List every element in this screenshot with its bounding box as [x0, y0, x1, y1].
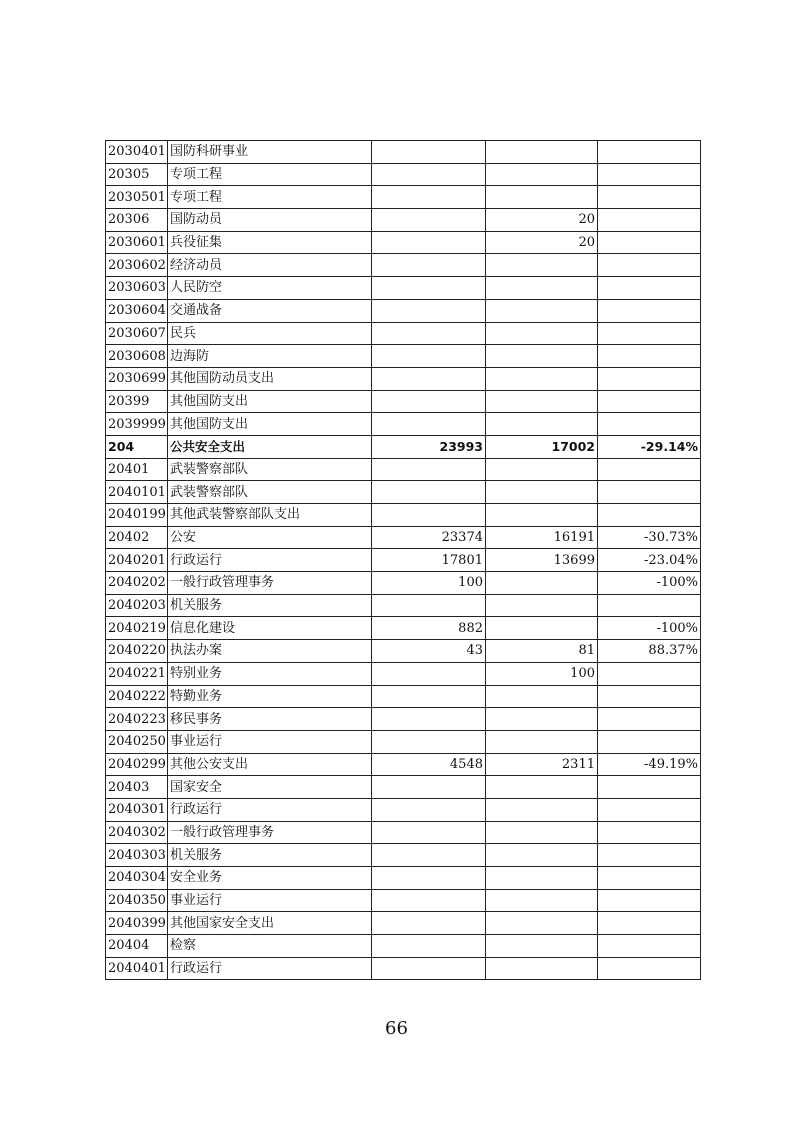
value-cell-3	[598, 594, 701, 617]
table-row	[106, 435, 701, 458]
value-cell-3	[598, 685, 701, 708]
value-cell-1	[372, 912, 486, 935]
value-cell-2	[486, 935, 598, 958]
value-cell-3	[598, 957, 701, 980]
value-cell-2: 17002	[486, 435, 598, 458]
value-cell-2	[486, 889, 598, 912]
name-cell: 行政运行	[168, 549, 372, 572]
value-cell-1	[372, 798, 486, 821]
table-row	[106, 299, 701, 322]
value-cell-2: 2311	[486, 753, 598, 776]
name-cell: 事业运行	[168, 889, 372, 912]
code-cell: 2040222	[106, 685, 168, 708]
value-cell-2	[486, 186, 598, 209]
name-cell: 其他国防支出	[168, 390, 372, 413]
value-cell-2	[486, 572, 598, 595]
value-cell-1	[372, 867, 486, 890]
value-cell-1	[372, 141, 486, 164]
name-cell: 一般行政管理事务	[168, 821, 372, 844]
code-cell: 2040304	[106, 867, 168, 890]
value-cell-3	[598, 186, 701, 209]
table-row	[106, 730, 701, 753]
name-cell: 移民事务	[168, 708, 372, 731]
name-cell: 经济动员	[168, 254, 372, 277]
value-cell-1	[372, 662, 486, 685]
table-row	[106, 776, 701, 799]
value-cell-2	[486, 390, 598, 413]
value-cell-2	[486, 277, 598, 300]
value-cell-1: 17801	[372, 549, 486, 572]
table-row	[106, 867, 701, 890]
code-cell: 2030601	[106, 231, 168, 254]
code-cell: 2030501	[106, 186, 168, 209]
table-row	[106, 753, 701, 776]
code-cell: 2030603	[106, 277, 168, 300]
value-cell-3	[598, 889, 701, 912]
table-row	[106, 209, 701, 232]
value-cell-3	[598, 163, 701, 186]
table-row	[106, 844, 701, 867]
value-cell-3	[598, 231, 701, 254]
code-cell: 20401	[106, 458, 168, 481]
table-row	[106, 889, 701, 912]
code-cell: 2040223	[106, 708, 168, 731]
code-cell: 2040401	[106, 957, 168, 980]
value-cell-1: 43	[372, 640, 486, 663]
table-row	[106, 458, 701, 481]
value-cell-3	[598, 390, 701, 413]
value-cell-2	[486, 957, 598, 980]
value-cell-3: -29.14%	[598, 435, 701, 458]
name-cell: 行政运行	[168, 957, 372, 980]
value-cell-1: 23993	[372, 435, 486, 458]
table-row	[106, 367, 701, 390]
value-cell-2: 16191	[486, 526, 598, 549]
table-row	[106, 572, 701, 595]
value-cell-1	[372, 345, 486, 368]
code-cell: 2040350	[106, 889, 168, 912]
code-cell: 20399	[106, 390, 168, 413]
code-cell: 2040299	[106, 753, 168, 776]
code-cell: 20306	[106, 209, 168, 232]
table-row	[106, 549, 701, 572]
value-cell-1: 882	[372, 617, 486, 640]
value-cell-2	[486, 730, 598, 753]
value-cell-3	[598, 867, 701, 890]
name-cell: 公安	[168, 526, 372, 549]
value-cell-1	[372, 299, 486, 322]
name-cell: 机关服务	[168, 594, 372, 617]
value-cell-2: 20	[486, 231, 598, 254]
name-cell: 检察	[168, 935, 372, 958]
table-row	[106, 662, 701, 685]
value-cell-2	[486, 708, 598, 731]
value-cell-2	[486, 504, 598, 527]
value-cell-1	[372, 821, 486, 844]
value-cell-3	[598, 481, 701, 504]
value-cell-3	[598, 730, 701, 753]
value-cell-1	[372, 209, 486, 232]
value-cell-1	[372, 481, 486, 504]
value-cell-1: 4548	[372, 753, 486, 776]
value-cell-2: 13699	[486, 549, 598, 572]
budget-table	[105, 140, 701, 980]
name-cell: 其他公安支出	[168, 753, 372, 776]
value-cell-3: -23.04%	[598, 549, 701, 572]
value-cell-3	[598, 345, 701, 368]
name-cell: 行政运行	[168, 798, 372, 821]
value-cell-1	[372, 254, 486, 277]
value-cell-1	[372, 504, 486, 527]
name-cell: 边海防	[168, 345, 372, 368]
value-cell-2	[486, 141, 598, 164]
name-cell: 国防科研事业	[168, 141, 372, 164]
code-cell: 2030607	[106, 322, 168, 345]
table-body	[106, 141, 701, 980]
value-cell-1	[372, 957, 486, 980]
name-cell: 其他国防支出	[168, 413, 372, 436]
value-cell-1	[372, 231, 486, 254]
value-cell-1: 23374	[372, 526, 486, 549]
code-cell: 2030604	[106, 299, 168, 322]
table-row	[106, 640, 701, 663]
table-row	[106, 163, 701, 186]
value-cell-3	[598, 322, 701, 345]
value-cell-1	[372, 730, 486, 753]
code-cell: 2030608	[106, 345, 168, 368]
name-cell: 执法办案	[168, 640, 372, 663]
value-cell-2	[486, 912, 598, 935]
code-cell: 2040301	[106, 798, 168, 821]
code-cell: 2040221	[106, 662, 168, 685]
value-cell-1	[372, 685, 486, 708]
code-cell: 2040399	[106, 912, 168, 935]
code-cell: 2040303	[106, 844, 168, 867]
value-cell-3: -30.73%	[598, 526, 701, 549]
table-row	[106, 322, 701, 345]
table-row	[106, 277, 701, 300]
code-cell: 20404	[106, 935, 168, 958]
value-cell-1	[372, 889, 486, 912]
name-cell: 机关服务	[168, 844, 372, 867]
name-cell: 特别业务	[168, 662, 372, 685]
table-row	[106, 254, 701, 277]
value-cell-3	[598, 141, 701, 164]
table-row	[106, 821, 701, 844]
table-row	[106, 390, 701, 413]
value-cell-3	[598, 662, 701, 685]
table-row	[106, 186, 701, 209]
value-cell-3	[598, 254, 701, 277]
value-cell-2	[486, 322, 598, 345]
value-cell-3	[598, 277, 701, 300]
table-row	[106, 481, 701, 504]
value-cell-3	[598, 413, 701, 436]
value-cell-3	[598, 844, 701, 867]
value-cell-2	[486, 867, 598, 890]
value-cell-2	[486, 776, 598, 799]
name-cell: 武装警察部队	[168, 481, 372, 504]
value-cell-3	[598, 458, 701, 481]
code-cell: 2040219	[106, 617, 168, 640]
value-cell-1	[372, 390, 486, 413]
name-cell: 人民防空	[168, 277, 372, 300]
name-cell: 公共安全支出	[168, 435, 372, 458]
value-cell-1	[372, 367, 486, 390]
name-cell: 专项工程	[168, 186, 372, 209]
value-cell-1	[372, 277, 486, 300]
code-cell: 20305	[106, 163, 168, 186]
value-cell-1	[372, 186, 486, 209]
value-cell-3	[598, 912, 701, 935]
name-cell: 特勤业务	[168, 685, 372, 708]
name-cell: 国防动员	[168, 209, 372, 232]
code-cell: 2040203	[106, 594, 168, 617]
value-cell-2	[486, 594, 598, 617]
name-cell: 一般行政管理事务	[168, 572, 372, 595]
value-cell-2	[486, 299, 598, 322]
code-cell: 2040101	[106, 481, 168, 504]
name-cell: 其他国防动员支出	[168, 367, 372, 390]
value-cell-3	[598, 209, 701, 232]
value-cell-1	[372, 594, 486, 617]
value-cell-3	[598, 798, 701, 821]
table-row	[106, 935, 701, 958]
value-cell-1	[372, 458, 486, 481]
value-cell-3	[598, 504, 701, 527]
code-cell: 2040302	[106, 821, 168, 844]
value-cell-2	[486, 798, 598, 821]
name-cell: 武装警察部队	[168, 458, 372, 481]
value-cell-3: 88.37%	[598, 640, 701, 663]
value-cell-2	[486, 844, 598, 867]
table-row	[106, 708, 701, 731]
value-cell-1	[372, 776, 486, 799]
value-cell-2	[486, 617, 598, 640]
value-cell-2	[486, 481, 598, 504]
value-cell-2	[486, 367, 598, 390]
name-cell: 专项工程	[168, 163, 372, 186]
code-cell: 20403	[106, 776, 168, 799]
value-cell-1	[372, 413, 486, 436]
table-row	[106, 957, 701, 980]
value-cell-3	[598, 935, 701, 958]
table-row	[106, 798, 701, 821]
value-cell-1	[372, 322, 486, 345]
table-row	[106, 345, 701, 368]
code-cell: 2040220	[106, 640, 168, 663]
code-cell: 204	[106, 435, 168, 458]
value-cell-1	[372, 163, 486, 186]
table-row	[106, 413, 701, 436]
name-cell: 事业运行	[168, 730, 372, 753]
name-cell: 其他武装警察部队支出	[168, 504, 372, 527]
code-cell: 2039999	[106, 413, 168, 436]
value-cell-2	[486, 254, 598, 277]
table-row	[106, 617, 701, 640]
value-cell-3	[598, 299, 701, 322]
value-cell-2	[486, 458, 598, 481]
code-cell: 2040199	[106, 504, 168, 527]
code-cell: 2040250	[106, 730, 168, 753]
value-cell-2: 20	[486, 209, 598, 232]
code-cell: 2030602	[106, 254, 168, 277]
name-cell: 安全业务	[168, 867, 372, 890]
value-cell-3: -100%	[598, 617, 701, 640]
table-row	[106, 526, 701, 549]
value-cell-3	[598, 367, 701, 390]
value-cell-2	[486, 163, 598, 186]
table-row	[106, 231, 701, 254]
value-cell-2: 100	[486, 662, 598, 685]
name-cell: 交通战备	[168, 299, 372, 322]
value-cell-3: -100%	[598, 572, 701, 595]
value-cell-1	[372, 935, 486, 958]
value-cell-3	[598, 821, 701, 844]
code-cell: 2030401	[106, 141, 168, 164]
page-number: 66	[385, 1018, 408, 1039]
value-cell-3	[598, 776, 701, 799]
table-row	[106, 141, 701, 164]
table-row	[106, 594, 701, 617]
name-cell: 国家安全	[168, 776, 372, 799]
value-cell-2	[486, 413, 598, 436]
table-row	[106, 685, 701, 708]
value-cell-2	[486, 821, 598, 844]
value-cell-2	[486, 345, 598, 368]
value-cell-3	[598, 708, 701, 731]
value-cell-1: 100	[372, 572, 486, 595]
name-cell: 其他国家安全支出	[168, 912, 372, 935]
code-cell: 2030699	[106, 367, 168, 390]
code-cell: 2040202	[106, 572, 168, 595]
name-cell: 信息化建设	[168, 617, 372, 640]
table-row	[106, 504, 701, 527]
value-cell-1	[372, 708, 486, 731]
code-cell: 2040201	[106, 549, 168, 572]
table-row	[106, 912, 701, 935]
name-cell: 兵役征集	[168, 231, 372, 254]
value-cell-1	[372, 844, 486, 867]
value-cell-2	[486, 685, 598, 708]
code-cell: 20402	[106, 526, 168, 549]
value-cell-2: 81	[486, 640, 598, 663]
value-cell-3: -49.19%	[598, 753, 701, 776]
name-cell: 民兵	[168, 322, 372, 345]
